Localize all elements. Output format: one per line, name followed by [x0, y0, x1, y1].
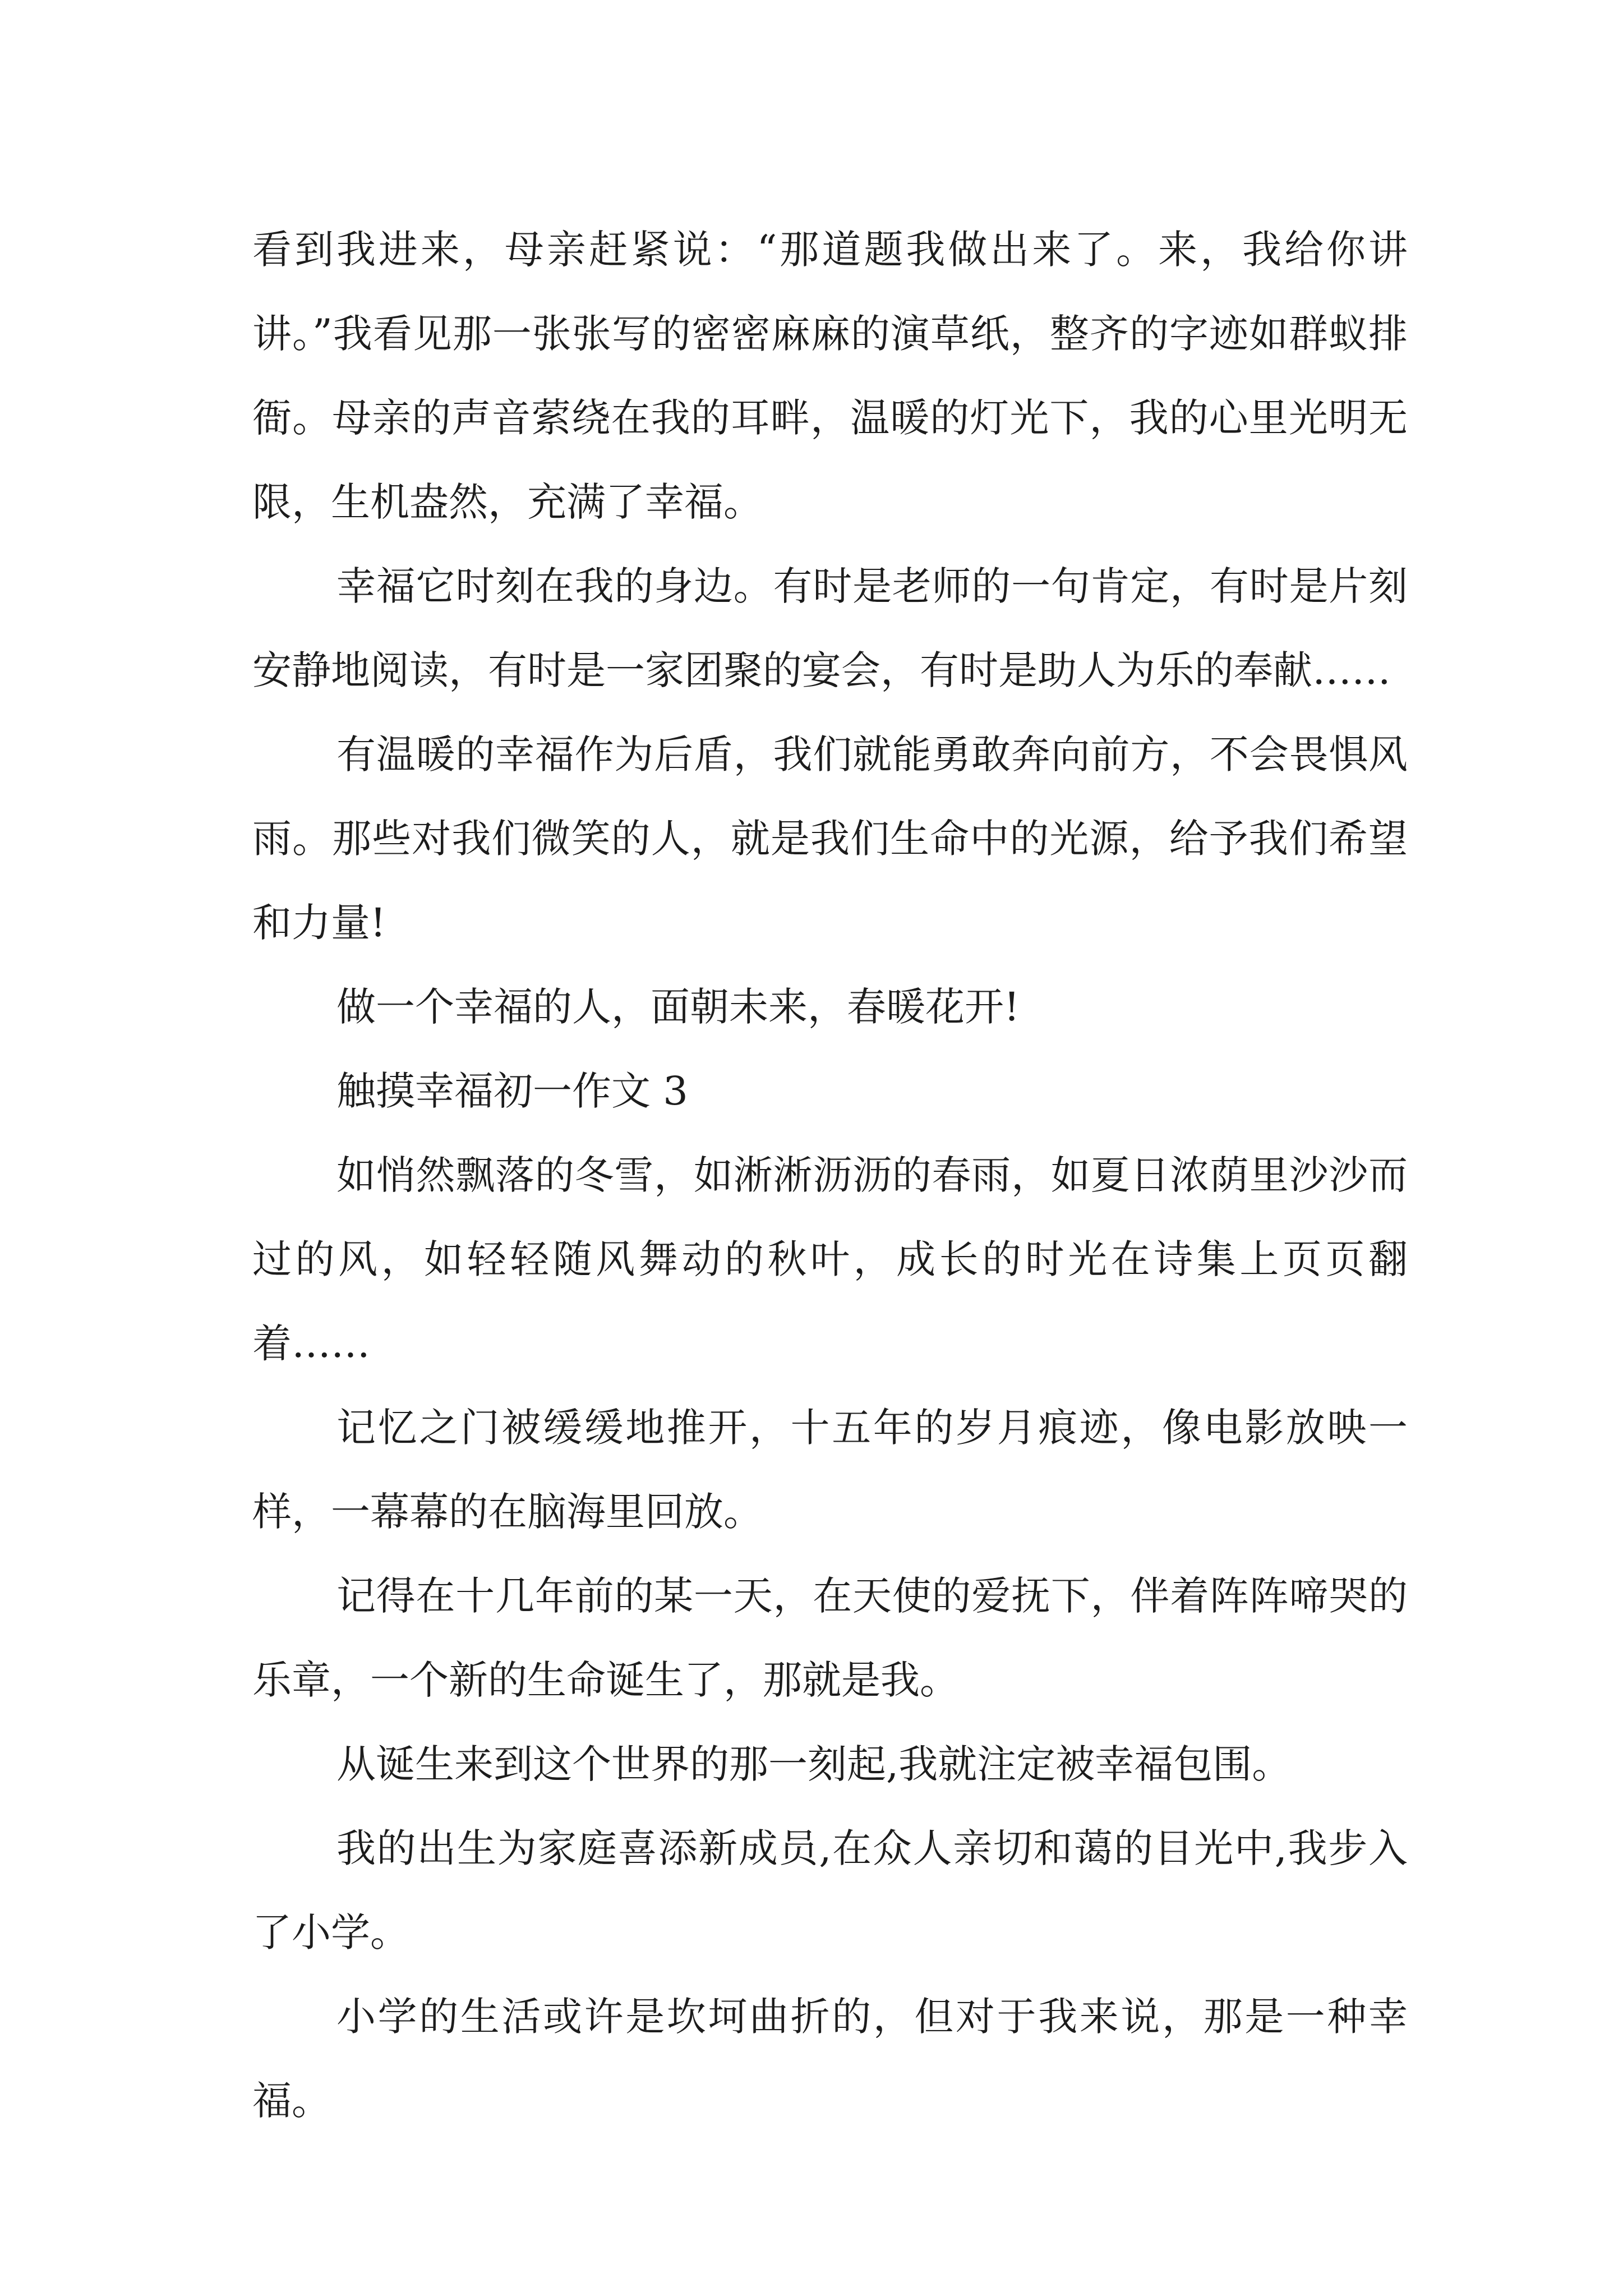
paragraph-4: 做一个幸福的人，面朝未来，春暖花开!: [336, 984, 1020, 1030]
section-heading: 触摸幸福初一作文 3: [336, 1068, 688, 1114]
paragraph-9: 我的出生为家庭喜添新成员,在众人亲切和蔼的目光中,我步入了小学。: [252, 1825, 1408, 1955]
document-body: [252, 208, 1408, 2143]
paragraph-8: 从诞生来到这个世界的那一刻起,我就注定被幸福包围。: [336, 1741, 1292, 1787]
paragraph-10: 小学的生活或许是坎坷曲折的，但对于我来说，那是一种幸福。: [252, 1994, 1408, 2124]
paragraph-6: 记忆之门被缓缓地推开，十五年的岁月痕迹，像电影放映一样，一幕幕的在脑海里回放。: [252, 1405, 1408, 1535]
paragraph-2: 幸福它时刻在我的身边。有时是老师的一句肯定，有时是片刻安静地阅读，有时是一家团聚的宴会，有时是助人为乐的奉献……: [252, 563, 1408, 693]
paragraph-1: 看到我进来，母亲赶紧说：“那道题我做出来了。来，我给你讲讲。”我看见那一张张写的密密麻麻的演草纸，整齐的字迹如群蚁排衙。母亲的声音萦绕在我的耳畔，温暖的灯光下，我的心里光明无限，生机盎然，充满了幸福。: [252, 227, 1408, 525]
paragraph-3: 有温暖的幸福作为后盾，我们就能勇敢奔向前方，不会畏惧风雨。那些对我们微笑的人，就是我们生命中的光源，给予我们希望和力量!: [252, 731, 1408, 946]
paragraph-7: 记得在十几年前的某一天，在天使的爱抚下，伴着阵阵啼哭的乐章，一个新的生命诞生了，那就是我。: [252, 1573, 1408, 1703]
paragraph-5: 如悄然飘落的冬雪，如淅淅沥沥的春雨，如夏日浓荫里沙沙而过的风，如轻轻随风舞动的秋叶，成长的时光在诗集上页页翻着……: [252, 1152, 1408, 1366]
